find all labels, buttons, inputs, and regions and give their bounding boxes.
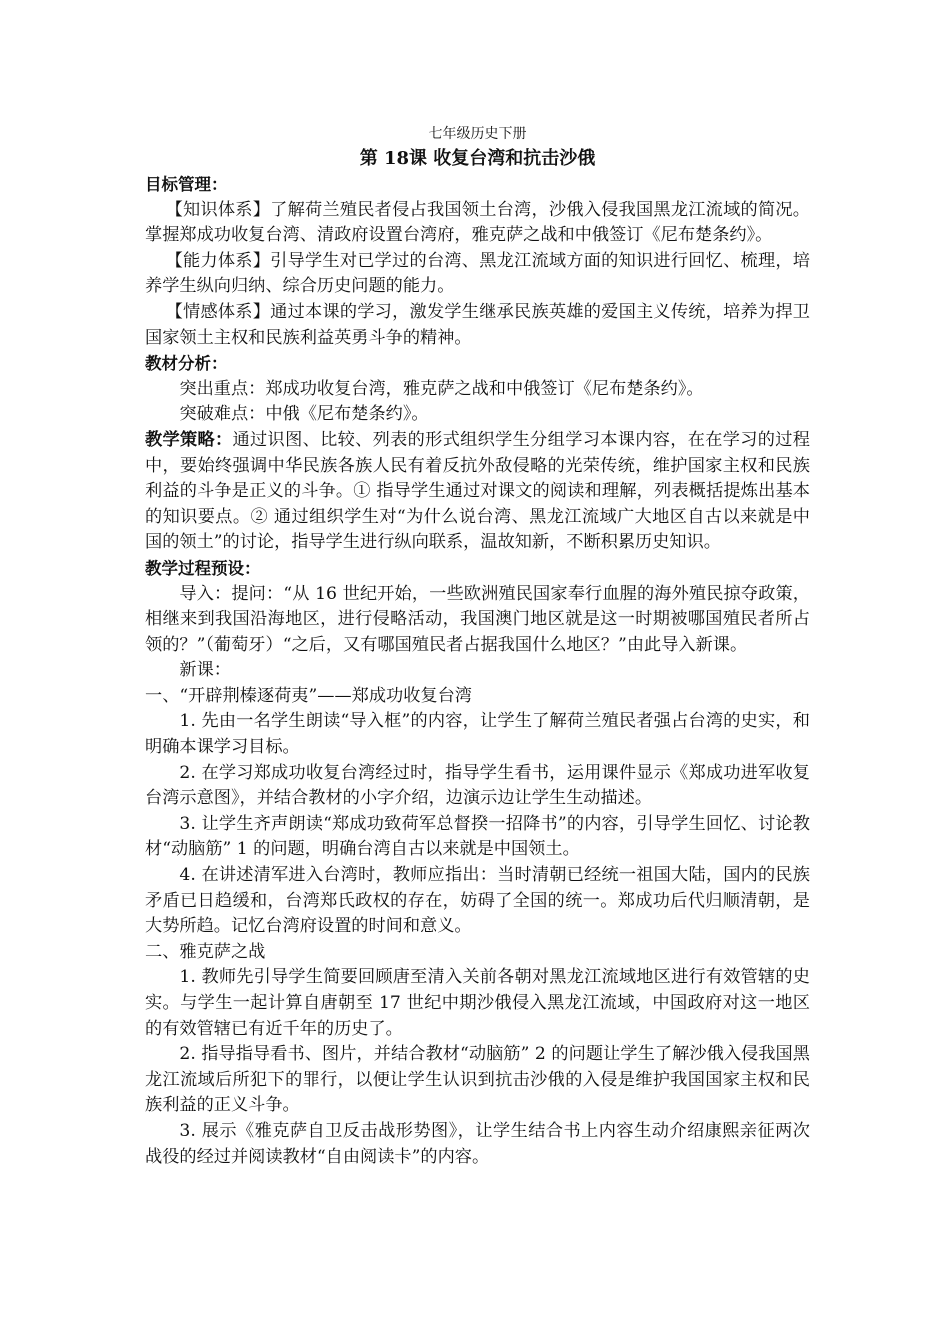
strategy-text: 通过识图、比较、列表的形式组织学生分组学习本课内容，在在学习的过程中，要始终强调中华民族各族人民有着反抗外敌侵略的光荣传统，维护国家主权和民族利益的斗争是正义的斗争。① 指导学生通过对课文的阅读和理解，列表概括提炼出基本的知识要点。② 通过组织学生对“为什么说台湾、黑龙江流域广大地区自古以来就是中国的领土”的讨论，指导学生进行纵向联系，温故知新，不断积累历史知识。	[145, 429, 810, 553]
strategy-label: 教学策略：	[145, 429, 233, 450]
page-header: 七年级历史下册	[428, 126, 527, 142]
document-page	[145, 124, 810, 1170]
key-point: 突出重点：郑成功收复台湾，雅克萨之战和中俄签订《尼布楚条约》。	[179, 378, 704, 399]
part1-item-4: 4. 在讲述清军进入台湾时，教师应指出：当时清朝已经统一祖国大陆，国内的民族矛盾已日趋缓和，台湾郑氏政权的存在，妨碍了全国的统一。郑成功后代归顺清朝，是大势所趋。记忆台湾府设置的时间和意义。	[145, 865, 810, 937]
part2-item-1: 1. 教师先引导学生简要回顾唐至清入关前各朝对黑龙江流域地区进行有效管辖的史实。与学生一起计算自唐朝至 17 世纪中期沙俄侵入黑龙江流域，中国政府对这一地区的有效管辖已有近千年的历史了。	[145, 967, 810, 1039]
part1-item-2: 2. 在学习郑成功收复台湾经过时，指导学生看书，运用课件显示《郑成功进军收复台湾示意图》，并结合教材的小字介绍，边演示边让学生生动描述。	[145, 762, 810, 809]
section-analysis-heading: 教材分析：	[145, 354, 228, 374]
ability-label: 【能力体系】	[165, 250, 271, 271]
emotion-text: 通过本课的学习，激发学生继承民族英雄的爱国主义传统，培养为捍卫国家领土主权和民族利益英勇斗争的精神。	[145, 301, 810, 348]
ability-paragraph	[145, 249, 810, 300]
section-goal-heading: 目标管理：	[145, 175, 228, 194]
part1-item-1: 1. 先由一名学生朗读“导入框”的内容，让学生了解荷兰殖民者强占台湾的史实，和明确本课学习目标。	[145, 711, 810, 758]
emotion-paragraph	[145, 300, 810, 351]
part2-item-3: 3. 展示《雅克萨自卫反击战形势图》，让学生结合书上内容生动介绍康熙亲征两次战役的经过并阅读教材“自由阅读卡”的内容。	[145, 1120, 810, 1167]
new-lesson-label: 新课：	[179, 660, 231, 681]
difficulty-point: 突破难点：中俄《尼布楚条约》。	[179, 404, 429, 425]
lesson-title: 第 18课 收复台湾和抗击沙俄	[359, 148, 596, 169]
part2-title: 二、雅克萨之战	[145, 941, 266, 962]
knowledge-paragraph	[145, 198, 810, 249]
knowledge-label: 【知识体系】	[165, 199, 271, 220]
strategy-paragraph	[145, 428, 810, 556]
part1-title: 一、“开辟荆榛逐荷夷”——郑成功收复台湾	[145, 685, 472, 706]
intro-paragraph: 导入：提问：“从 16 世纪开始，一些欧洲殖民国家奉行血腥的海外殖民掠夺政策，相继来到我国沿海地区，进行侵略活动，我国澳门地区就是这一时期被哪国殖民者所占领的？”（葡萄牙）“之后，又有哪国殖民者占据我国什么地区？”由此导入新课。	[145, 583, 810, 655]
part2-item-2: 2. 指导指导看书、图片，并结合教材“动脑筋” 2 的问题让学生了解沙俄入侵我国黑龙江流域后所犯下的罪行，以便让学生认识到抗击沙俄的入侵是维护我国国家主权和民族利益的正义斗争。	[145, 1044, 810, 1116]
knowledge-text: 了解荷兰殖民者侵占我国领土台湾，沙俄入侵我国黑龙江流域的简况。掌握郑成功收复台湾、清政府设置台湾府，雅克萨之战和中俄签订《尼布楚条约》。	[145, 199, 810, 246]
emotion-label: 【情感体系】	[165, 301, 271, 322]
ability-text: 引导学生对已学过的台湾、黑龙江流域方面的知识进行回忆、梳理，培养学生纵向归纳、综合历史问题的能力。	[145, 250, 810, 297]
section-process-heading: 教学过程预设：	[145, 558, 261, 578]
part1-item-3: 3. 让学生齐声朗读“郑成功致荷军总督揆一招降书”的内容，引导学生回忆、讨论教材“动脑筋” 1 的问题，明确台湾自古以来就是中国领土。	[145, 813, 810, 860]
